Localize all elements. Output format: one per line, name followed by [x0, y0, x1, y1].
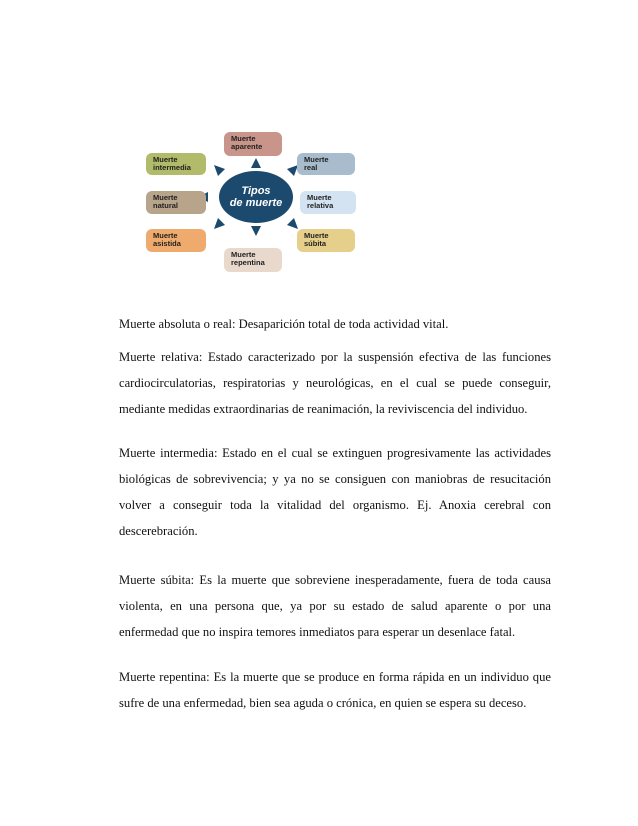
- arrow-down-right: [287, 218, 298, 229]
- paragraph-muerte-absoluta: Muerte absoluta o real: Desaparición total de toda actividad vital.: [119, 317, 449, 331]
- arrow-up: [251, 158, 261, 168]
- paragraph-muerte-subita: Muerte súbita: Es la muerte que sobreviene inesperadamente, fuera de toda causa violenta, en una persona que, ya por su estado de salud aparente o por una enfermedad que no inspira temores inmediatos para esperar un desenlace fatal.: [119, 573, 551, 639]
- diagram-center-title: Tipos de muerte: [219, 171, 293, 223]
- arrow-up-left: [214, 165, 225, 176]
- box-muerte-intermedia: Muerte intermedia: [146, 153, 206, 175]
- paragraph-muerte-intermedia: Muerte intermedia: Estado en el cual se extinguen progresivamente las actividades biológicas de sobrevivencia; y ya no se consiguen con maniobras de resucitación volver a conseguir toda la vitalidad del organismo. Ej. Anoxia cerebral con descerebración.: [119, 446, 551, 538]
- box-muerte-aparente: Muerte aparente: [224, 132, 282, 156]
- box-muerte-asistida: Muerte asistida: [146, 229, 206, 252]
- paragraph-muerte-relativa: Muerte relativa: Estado caracterizado por la suspensión efectiva de las funciones cardiocirculatorias, respiratorias y neurológicas, en el cual se puede conseguir, mediante medidas extraordinarias de reanimación, la reviviscencia del individuo.: [119, 350, 551, 416]
- types-of-death-diagram: [110, 118, 370, 290]
- arrow-down-left: [214, 218, 225, 229]
- box-muerte-natural: Muerte natural: [146, 191, 206, 214]
- box-muerte-relativa: Muerte relativa: [300, 191, 356, 214]
- box-muerte-real: Muerte real: [297, 153, 355, 175]
- paragraph-muerte-repentina: Muerte repentina: Es la muerte que se produce en forma rápida en un individuo que sufre de una enfermedad, bien sea aguda o crónica, en quien se espera su deceso.: [119, 670, 551, 710]
- arrow-down: [251, 226, 261, 236]
- box-muerte-repentina: Muerte repentina: [224, 248, 282, 272]
- box-muerte-subita: Muerte súbita: [297, 229, 355, 252]
